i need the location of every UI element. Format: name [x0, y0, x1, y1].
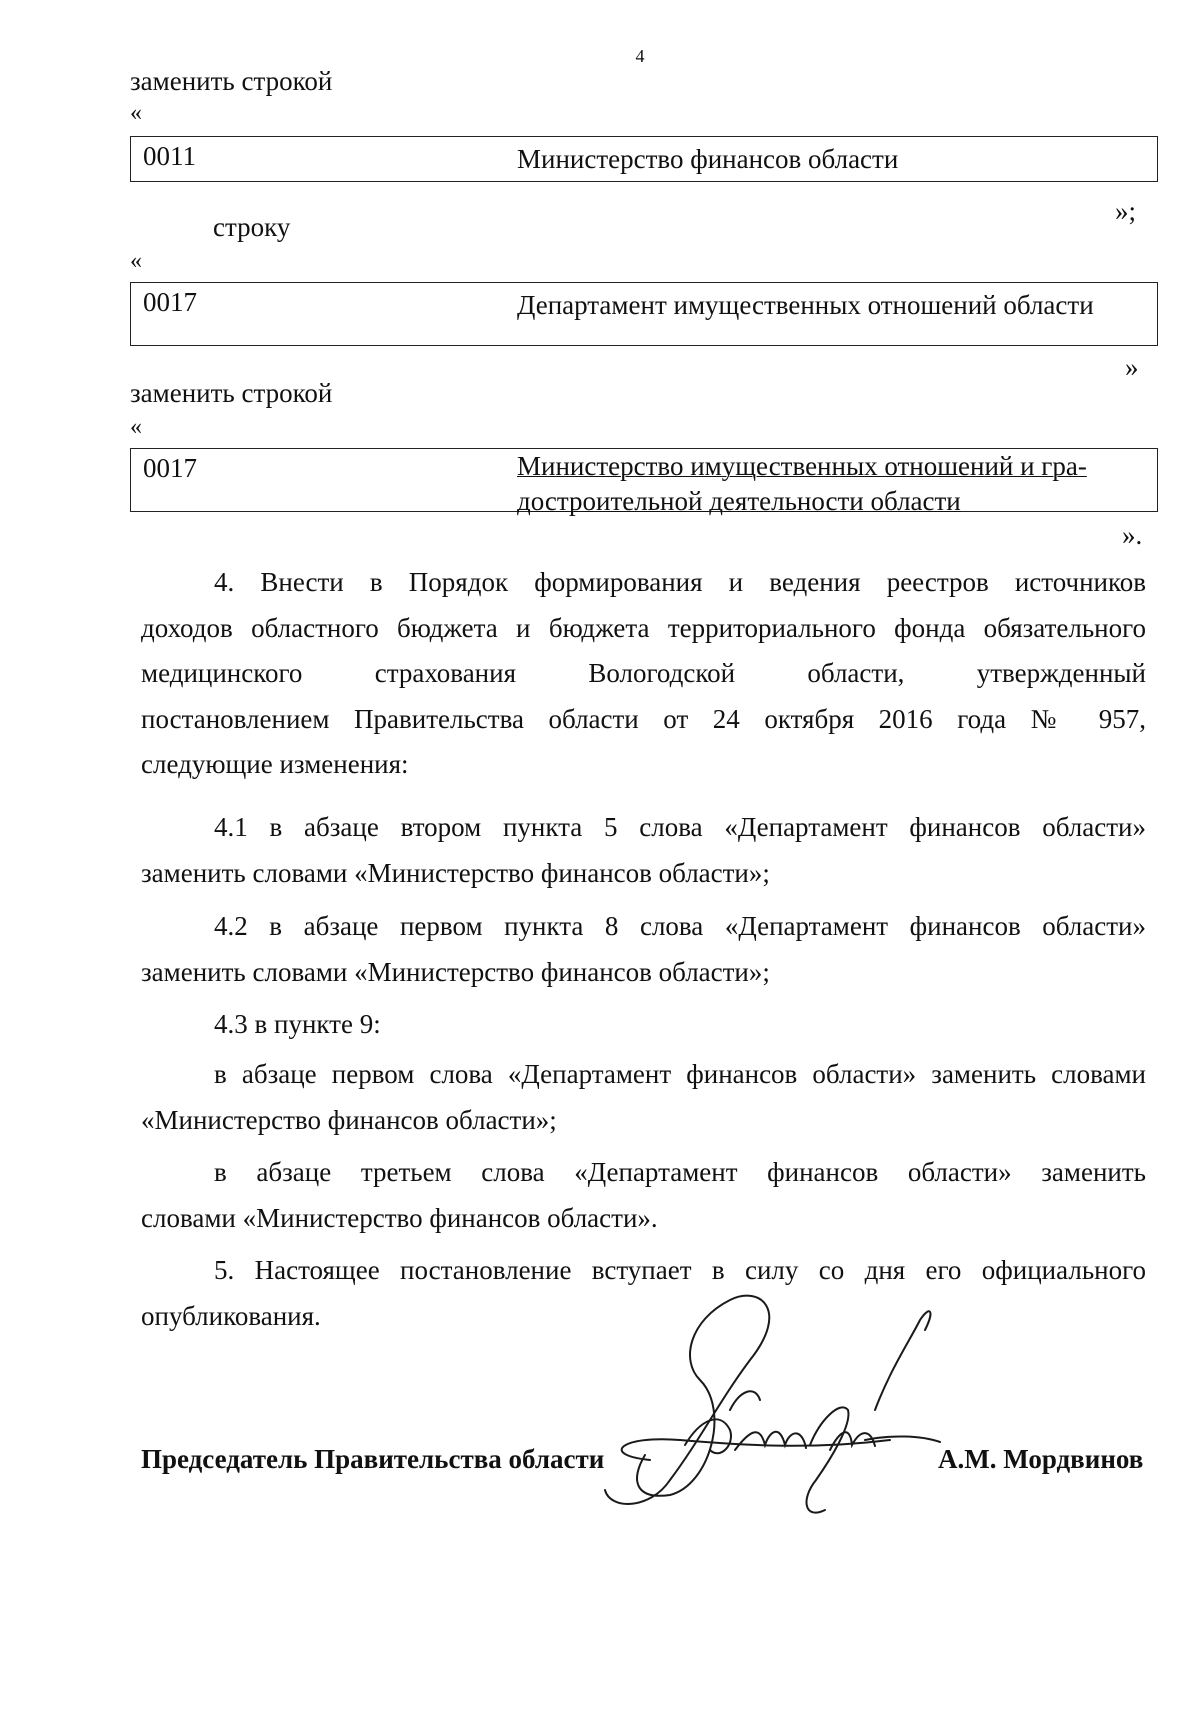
row-name-line-2: достроительной деятельности области: [517, 486, 961, 516]
row-name: [517, 449, 1087, 519]
close-quote-2: »: [1125, 352, 1139, 382]
p43b-line-1: в абзаце третьем слова «Департамент финансов области» заменить: [214, 1157, 1146, 1187]
p43a-line-2: «Министерство финансов области»;: [141, 1104, 557, 1135]
row-code: 0011: [143, 141, 196, 171]
row-name-line-1: Министерство имущественных отношений и гра-: [517, 451, 1087, 481]
p43-line: 4.3 в пункте 9:: [214, 1009, 381, 1039]
intro-replace-3: заменить строкой: [130, 378, 333, 408]
paragraph-4-3: [141, 1002, 1146, 1048]
p41-line-2: заменить словами «Министерство финансов области»;: [141, 857, 770, 888]
open-quote-1: «: [130, 100, 142, 126]
handwritten-signature: [590, 1260, 960, 1560]
close-quote-3: ».: [1122, 520, 1143, 550]
close-quote-1: »;: [1115, 196, 1137, 226]
p43a-line-1: в абзаце первом слова «Департамент финансов области» заменить словами: [214, 1059, 1146, 1089]
row-code: 0017: [143, 287, 197, 317]
signatory-position: Председатель Правительства области: [141, 1444, 605, 1474]
intro-replace-1: заменить строкой: [130, 66, 333, 96]
paragraph-4-3-a: [141, 1052, 1146, 1143]
row-code: 0017: [143, 453, 197, 483]
p4-line-2: доходов областного бюджета и бюджета территориального фонда обязательного: [141, 612, 1146, 643]
p4-line-5: следующие изменения:: [141, 749, 409, 779]
table-row-0017-new: [130, 448, 1158, 516]
p43b-line-2: словами «Министерство финансов области».: [141, 1202, 658, 1233]
open-quote-2: «: [130, 248, 142, 274]
p4-line-1: 4. Внести в Порядок формирования и ведения реестров источников: [214, 567, 1146, 597]
row-name: Департамент имущественных отношений области: [517, 290, 1094, 320]
table-row-0017-old: [130, 282, 1158, 346]
open-quote-3: «: [130, 414, 142, 440]
p4-line-3: медицинского страхования Вологодской области, утвержденный: [141, 658, 1146, 688]
row-name: Министерство финансов области: [517, 144, 899, 174]
table-row-0011-new: [130, 136, 1158, 182]
signatory-name: А.М. Мордвинов: [938, 1444, 1144, 1474]
p5-line-2: опубликования.: [141, 1300, 321, 1331]
paragraph-4-3-b: [141, 1150, 1146, 1241]
p41-line-1: 4.1 в абзаце втором пункта 5 слова «Департамент финансов области»: [214, 812, 1146, 842]
intro-row-2: строку: [213, 212, 291, 242]
p4-line-4: постановлением Правительства области от 24 октября 2016 года № 957,: [141, 703, 1146, 734]
paragraph-4-1: [141, 805, 1146, 896]
p42-line-2: заменить словами «Министерство финансов области»;: [141, 956, 770, 987]
p42-line-1: 4.2 в абзаце первом пункта 8 слова «Департамент финансов области»: [214, 911, 1146, 941]
p5-line-1: 5. Настоящее постановление вступает в силу со дня его официального: [214, 1255, 1146, 1285]
page-number: 4: [635, 46, 645, 66]
paragraph-4-2: [141, 904, 1146, 995]
paragraph-4: [141, 560, 1146, 788]
